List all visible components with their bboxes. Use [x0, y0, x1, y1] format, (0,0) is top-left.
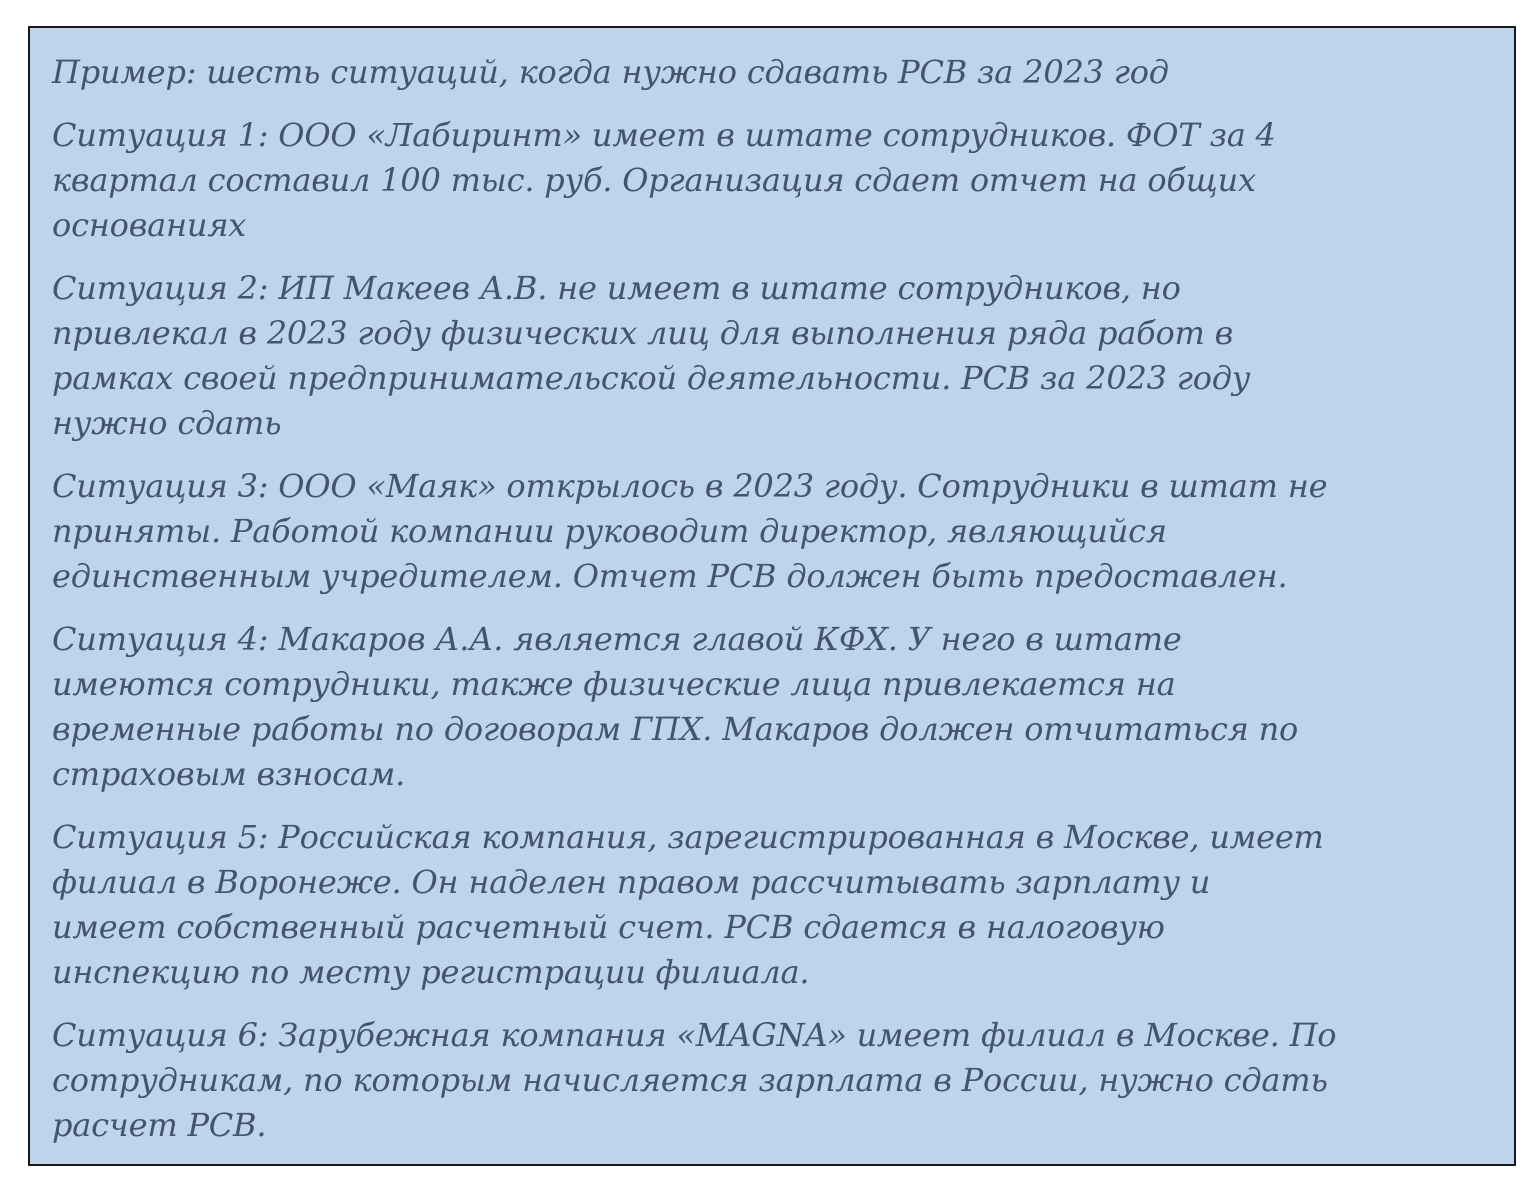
situation-4-line: временные работы по договорам ГПХ. Макаров должен отчитаться по [52, 710, 1299, 748]
situation-4-line: страховым взносам. [52, 755, 406, 793]
situation-1-paragraph [52, 113, 1514, 248]
situation-2-line: привлекал в 2023 году физических лиц для выполнения ряда работ в [52, 314, 1234, 352]
situation-6-paragraph [52, 1013, 1514, 1148]
situation-2-line: нужно сдать [52, 404, 282, 442]
situation-1-line: Ситуация 1: ООО «Лабиринт» имеет в штате сотрудников. ФОТ за 4 [52, 116, 1276, 154]
situation-6-line: сотрудникам, по которым начисляется зарплата в России, нужно сдать [52, 1061, 1328, 1099]
situation-4-line: Ситуация 4: Макаров А.А. является главой КФХ. У него в штате [52, 620, 1182, 658]
situation-5-line: имеет собственный расчетный счет. РСВ сдается в налоговую [52, 908, 1165, 946]
situation-5-line: Ситуация 5: Российская компания, зарегистрированная в Москве, имеет [52, 818, 1324, 856]
situations-text-box [28, 26, 1516, 1166]
situation-4-line: имеются сотрудники, также физические лица привлекается на [52, 665, 1176, 703]
situation-5-paragraph [52, 815, 1514, 995]
situation-2-line: рамках своей предпринимательской деятельности. РСВ за 2023 году [52, 359, 1251, 397]
situation-3-line: приняты. Работой компании руководит директор, являющийся [52, 512, 1167, 550]
situation-2-paragraph [52, 266, 1514, 446]
situation-5-line: филиал в Воронеже. Он наделен правом рассчитывать зарплату и [52, 863, 1211, 901]
situation-1-line: основаниях [52, 206, 247, 244]
situation-6-line: расчет РСВ. [52, 1106, 267, 1144]
heading-paragraph [52, 50, 1514, 95]
situation-4-paragraph [52, 617, 1514, 797]
situation-5-line: инспекцию по месту регистрации филиала. [52, 953, 810, 991]
situation-3-paragraph [52, 464, 1514, 599]
situation-2-line: Ситуация 2: ИП Макеев А.В. не имеет в штате сотрудников, но [52, 269, 1181, 307]
situation-1-line: квартал составил 100 тыс. руб. Организация сдает отчет на общих [52, 161, 1256, 199]
situation-3-line: Ситуация 3: ООО «Маяк» открылось в 2023 году. Сотрудники в штат не [52, 467, 1328, 505]
situation-3-line: единственным учредителем. Отчет РСВ должен быть предоставлен. [52, 557, 1288, 595]
heading-title: Пример: шесть ситуаций, когда нужно сдавать РСВ за 2023 год [52, 53, 1169, 91]
situation-6-line: Ситуация 6: Зарубежная компания «MAGNA» имеет филиал в Москве. По [52, 1016, 1337, 1054]
